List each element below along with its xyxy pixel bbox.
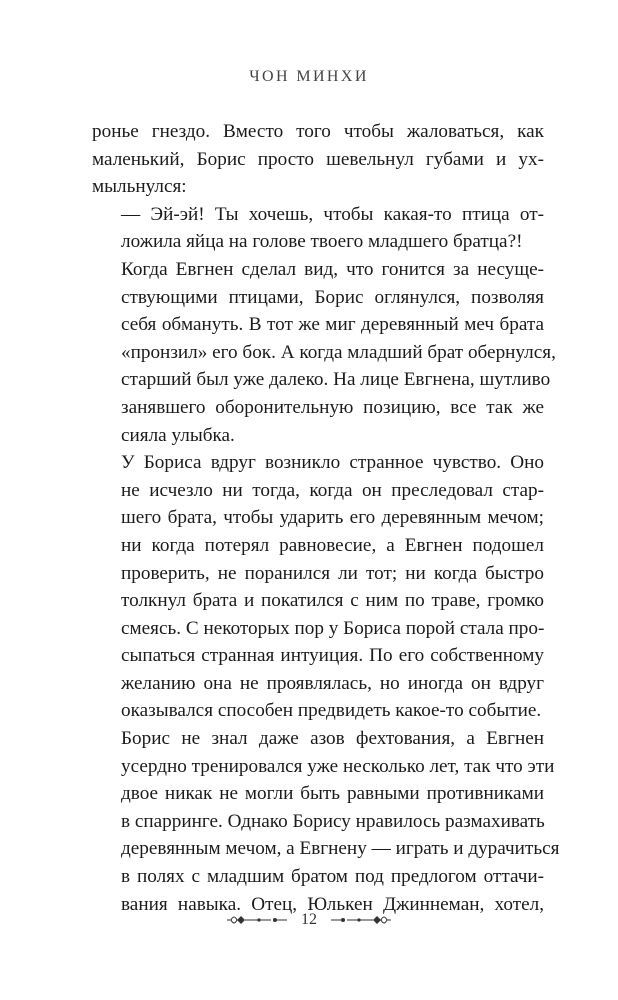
- text-line: маленький, Борис просто шевельнул губами и ух-: [92, 148, 544, 170]
- page-footer: [0, 905, 618, 935]
- paragraph-5: [92, 725, 560, 918]
- text-line: шего брата, чтобы ударить его деревянным мечом;: [121, 507, 544, 529]
- text-line: ложила яйца на голове твоего младшего братца?!: [121, 231, 523, 253]
- text-line: вания навыка. Отец, Юлькен Джиннеман, хотел,: [121, 893, 544, 915]
- text-line: старший был уже далеко. На лице Евгнена, шутливо: [121, 369, 551, 391]
- text-line: «пронзил» его бок. А когда младший брат обернулся,: [121, 341, 556, 363]
- page-number: 12: [301, 911, 317, 928]
- text-line: сияла улыбка.: [121, 424, 235, 446]
- paragraph-1: [92, 118, 544, 201]
- text-line: в полях с младшим братом под предлогом оттачи-: [121, 866, 544, 888]
- running-head: ЧОН МИНХИ: [249, 68, 369, 85]
- body-text: [92, 118, 560, 918]
- text-line: оказывался способен предвидеть какое-то событие.: [121, 700, 542, 722]
- paragraph-2: [92, 201, 544, 256]
- text-line: не исчезло ни тогда, когда он преследовал стар-: [121, 479, 544, 501]
- text-line: смеясь. С некоторых пор у Бориса порой стала про-: [121, 617, 545, 639]
- text-line: ни когда потерял равновесие, а Евгнен подошел: [121, 534, 544, 556]
- text-line: У Бориса вдруг возникло странное чувство. Оно: [121, 452, 544, 474]
- paragraph-3: [92, 256, 556, 449]
- text-line: занявшего оборонительную позицию, все так же: [121, 396, 544, 418]
- text-line: — Эй-эй! Ты хочешь, чтобы какая-то птица от-: [121, 203, 544, 225]
- text-line: себя обмануть. В тот же миг деревянный меч брата: [121, 314, 544, 336]
- text-line: проверить, не поранился ли тот; ни когда быстро: [121, 562, 544, 584]
- text-line: толкнул брата и покатился с ним по траве, громко: [121, 590, 544, 612]
- text-line: мыльнулся:: [92, 176, 187, 198]
- text-line: ронье гнездо. Вместо того чтобы жаловаться, как: [92, 121, 544, 142]
- text-line: Когда Евгнен сделал вид, что гонится за несуще-: [121, 258, 544, 280]
- text-line: усердно тренировался уже несколько лет, так что эти: [121, 755, 555, 777]
- text-line: Борис не знал даже азов фехтования, а Евгнен: [121, 728, 544, 750]
- text-line: ствующими птицами, Борис оглянулся, позволяя: [121, 286, 544, 308]
- text-line: в спарринге. Однако Борису нравилось размахивать: [121, 810, 545, 832]
- text-line: желанию она не проявлялась, но иногда он вдруг: [121, 672, 544, 694]
- text-line: сыпаться странная интуиция. По его собственному: [121, 645, 544, 667]
- text-line: деревянным мечом, а Евгнену — играть и дурачиться: [121, 838, 560, 860]
- text-line: двое никак не могли быть равными противниками: [121, 783, 544, 805]
- ornament-flourish-icon: [331, 913, 391, 927]
- paragraph-4: [92, 449, 544, 725]
- ornament-flourish-icon: [227, 913, 287, 927]
